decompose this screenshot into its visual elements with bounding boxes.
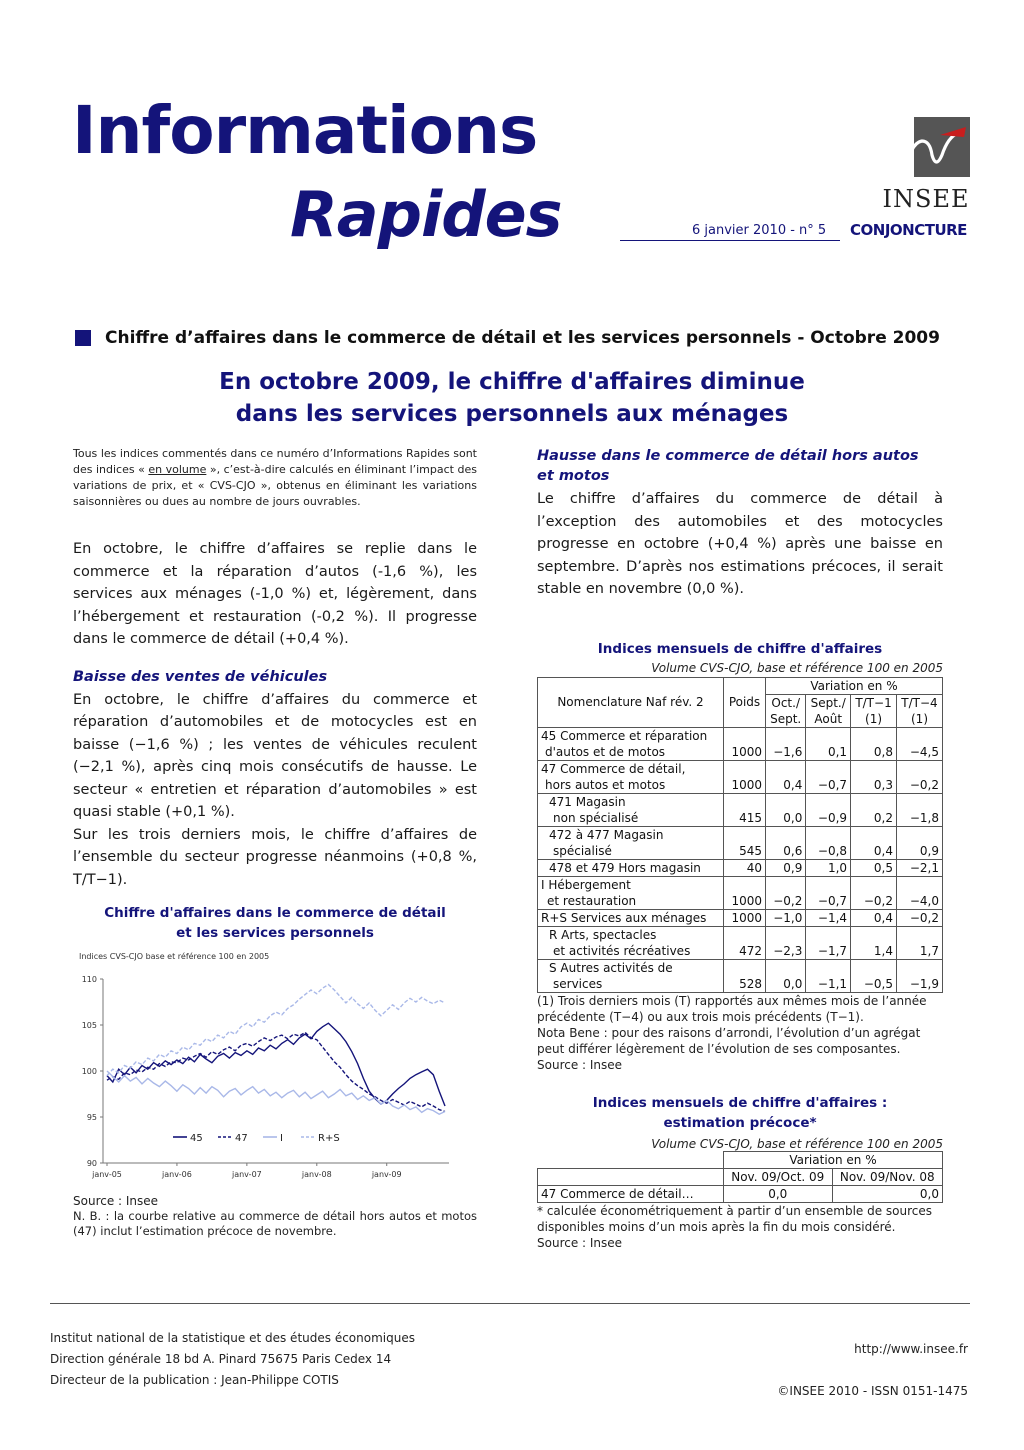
cell: 40 bbox=[724, 859, 766, 876]
cell: −0,7 bbox=[806, 876, 851, 909]
chart-y-tick-label: 95 bbox=[86, 1113, 97, 1122]
masthead-title: Informations bbox=[72, 92, 538, 169]
table1-header-row1 bbox=[538, 677, 943, 694]
headline bbox=[0, 366, 1024, 430]
table1-note-2: Nota Bene : pour des raisons d’arrondi, l’évolution d’un agrégat peut différer légèrement de l’évolution de ses composantes. bbox=[537, 1025, 921, 1056]
cell: 0,1 bbox=[806, 727, 851, 760]
square-bullet-icon bbox=[75, 330, 91, 346]
cell: −0,2 bbox=[851, 876, 897, 909]
table2-col-nov-nov: Nov. 09/Nov. 08 bbox=[832, 1168, 942, 1185]
table-early-estimate bbox=[537, 1151, 943, 1203]
footer-copyright: ©INSEE 2010 - ISSN 0151-1475 bbox=[777, 1384, 968, 1398]
cell: −1,0 bbox=[766, 909, 806, 926]
table1-note-1: (1) Trois derniers mois (T) rapportés aux mêmes mois de l’année précédente (T−4) ou aux trois mois précédents (T−1). bbox=[537, 993, 927, 1024]
row-label: 472 à 477 Magasin spécialisé bbox=[538, 826, 724, 859]
cell: −1,7 bbox=[806, 926, 851, 959]
col-sept-aout: Sept./ Août bbox=[806, 694, 851, 727]
row-label: I Hébergement et restauration bbox=[538, 876, 724, 909]
chart-x-tick-label: janv-05 bbox=[92, 1170, 122, 1179]
chart-y-tick-label: 100 bbox=[81, 1067, 97, 1076]
col-variation: Variation en % bbox=[766, 677, 943, 694]
cell: 0,4 bbox=[851, 909, 897, 926]
table-row bbox=[538, 926, 943, 959]
cell: −4,0 bbox=[897, 876, 943, 909]
table2-header-row1 bbox=[538, 1151, 943, 1168]
cell: 545 bbox=[724, 826, 766, 859]
cell: −0,5 bbox=[851, 959, 897, 992]
footer-rule bbox=[50, 1303, 970, 1304]
table1-subtitle: Volume CVS-CJO, base et référence 100 en 2005 bbox=[651, 660, 943, 675]
col-t-t4: T/T−4 (1) bbox=[897, 694, 943, 727]
chart-x-tick-label: janv-09 bbox=[371, 1170, 402, 1179]
table2-title-line2: estimation précoce* bbox=[663, 1114, 817, 1131]
chart-legend-label: 45 bbox=[190, 1133, 203, 1144]
footer-right bbox=[777, 1328, 968, 1412]
cell: −1,9 bbox=[897, 959, 943, 992]
col-poids: Poids bbox=[724, 677, 766, 727]
table2-subtitle: Volume CVS-CJO, base et référence 100 en 2005 bbox=[651, 1136, 943, 1151]
row-label: 45 Commerce et réparation d'autos et de motos bbox=[538, 727, 724, 760]
section-heading bbox=[75, 328, 940, 348]
masthead-rule bbox=[620, 240, 840, 241]
chart-title bbox=[73, 903, 477, 943]
chart-series-RS bbox=[107, 985, 445, 1076]
series-label: CONJONCTURE bbox=[850, 221, 967, 239]
cell: 1000 bbox=[724, 876, 766, 909]
table-row bbox=[538, 727, 943, 760]
table1-title: Indices mensuels de chiffre d'affaires bbox=[597, 640, 883, 657]
cell: 0,0 bbox=[832, 1185, 942, 1202]
subheading-retail-line1: Hausse dans le commerce de détail hors autos bbox=[537, 448, 919, 464]
cell: −0,7 bbox=[806, 760, 851, 793]
table2-col-nov-oct: Nov. 09/Oct. 09 bbox=[724, 1168, 833, 1185]
cell: 1,7 bbox=[897, 926, 943, 959]
footer-director: Directeur de la publication : Jean-Philippe COTIS bbox=[50, 1373, 339, 1387]
table-row bbox=[538, 959, 943, 992]
paragraph-quarter: Sur les trois derniers mois, le chiffre d’affaires de l’ensemble du secteur progresse néanmoins (+0,8 %, T/T−1). bbox=[73, 826, 477, 888]
chart-source: Source : Insee bbox=[73, 1194, 159, 1208]
chart-x-tick-label: janv-08 bbox=[301, 1170, 332, 1179]
cell: 1,4 bbox=[851, 926, 897, 959]
cell: 415 bbox=[724, 793, 766, 826]
issue-date: 6 janvier 2010 - n° 5 bbox=[692, 223, 827, 238]
row-label: S Autres activités de services bbox=[538, 959, 724, 992]
cell: −2,3 bbox=[766, 926, 806, 959]
row-label: 47 Commerce de détail… bbox=[538, 1185, 724, 1202]
cell: −0,9 bbox=[806, 793, 851, 826]
line-chart bbox=[73, 945, 477, 1185]
row-label: 47 Commerce de détail, hors autos et motos bbox=[538, 760, 724, 793]
chart-y-tick-label: 105 bbox=[81, 1021, 97, 1030]
cell: 0,6 bbox=[766, 826, 806, 859]
paragraph-vehicles: En octobre, le chiffre d’affaires du commerce et réparation d’automobiles et de motocycles est en baisse (−1,6 %) ; les ventes de véhicules reculent (−2,1 %), après cinq mois consécutifs de hausse. Le secteur « entretien et réparation d’automobiles » est quasi stable (+0,1 %). bbox=[73, 691, 477, 820]
cell: 1,0 bbox=[806, 859, 851, 876]
chart-svg bbox=[73, 945, 477, 1185]
cell: −0,8 bbox=[806, 826, 851, 859]
headline-line2: dans les services personnels aux ménages bbox=[235, 401, 789, 427]
section-title: Chiffre d’affaires dans le commerce de détail et les services personnels - Octobre 2009 bbox=[105, 328, 940, 348]
table2-title-line1: Indices mensuels de chiffre d'affaires : bbox=[592, 1094, 888, 1111]
row-label: R Arts, spectacles et activités récréatives bbox=[538, 926, 724, 959]
table-row bbox=[538, 760, 943, 793]
row-label: 471 Magasin non spécialisé bbox=[538, 793, 724, 826]
footer-url[interactable]: http://www.insee.fr bbox=[854, 1342, 968, 1356]
cell: 0,0 bbox=[766, 793, 806, 826]
col-oct-sept: Oct./ Sept. bbox=[766, 694, 806, 727]
chart-legend-label: R+S bbox=[318, 1133, 340, 1144]
table2-source: Source : Insee bbox=[537, 1235, 623, 1250]
cell: 1000 bbox=[724, 727, 766, 760]
col-nomenclature: Nomenclature Naf rév. 2 bbox=[538, 677, 724, 727]
row-label: R+S Services aux ménages bbox=[538, 909, 724, 926]
table2-title bbox=[537, 1093, 943, 1133]
table-row bbox=[538, 826, 943, 859]
cell: 0,0 bbox=[766, 959, 806, 992]
empty-cell bbox=[538, 1151, 724, 1168]
table-row bbox=[538, 909, 943, 926]
cell: 0,4 bbox=[766, 760, 806, 793]
cell: −0,2 bbox=[766, 876, 806, 909]
row-label: 478 et 479 Hors magasin bbox=[538, 859, 724, 876]
left-column bbox=[73, 446, 477, 1239]
insee-logo bbox=[880, 115, 972, 215]
cell: 0,5 bbox=[851, 859, 897, 876]
chart-legend-label: I bbox=[280, 1133, 283, 1144]
cell: −2,1 bbox=[897, 859, 943, 876]
footer-institute: Institut national de la statistique et des études économiques bbox=[50, 1331, 415, 1345]
subheading-retail bbox=[537, 446, 943, 486]
table-row bbox=[538, 1185, 943, 1202]
chart-y-tick-label: 90 bbox=[86, 1159, 97, 1168]
paragraph-retail: Le chiffre d’affaires du commerce de détail à l’exception des automobiles et des motocycles progresse en octobre (+0,4 %) après une baisse en septembre. D’après nos estimations précoces, il serait stable en novembre (0,0 %). bbox=[537, 491, 943, 597]
table-row bbox=[538, 793, 943, 826]
chart-x-tick-label: janv-07 bbox=[231, 1170, 262, 1179]
table-row bbox=[538, 859, 943, 876]
cell: −1,4 bbox=[806, 909, 851, 926]
subheading-vehicles: Baisse des ventes de véhicules bbox=[73, 668, 328, 685]
cell: 0,9 bbox=[897, 826, 943, 859]
table1-source: Source : Insee bbox=[537, 1057, 623, 1072]
intro-underlined: en volume bbox=[148, 463, 207, 476]
chart-series-47 bbox=[107, 1032, 445, 1111]
cell: 0,2 bbox=[851, 793, 897, 826]
chart-note: N. B. : la courbe relative au commerce de détail hors autos et motos (47) inclut l’estimation précoce de novembre. bbox=[73, 1209, 477, 1238]
insee-wordmark: INSEE bbox=[882, 185, 970, 213]
col-t-t1: T/T−1 (1) bbox=[851, 694, 897, 727]
cell: 0,0 bbox=[724, 1185, 833, 1202]
intro-text-part1: Tous les indices commentés dans ce numéro d’Informations Rapides sont des indices « bbox=[73, 447, 477, 476]
cell: −1,6 bbox=[766, 727, 806, 760]
table2-header-row2 bbox=[538, 1168, 943, 1185]
cell: −1,1 bbox=[806, 959, 851, 992]
cell: −1,8 bbox=[897, 793, 943, 826]
cell: 0,9 bbox=[766, 859, 806, 876]
cell: 0,3 bbox=[851, 760, 897, 793]
table-monthly-indices bbox=[537, 677, 943, 993]
cell: 0,8 bbox=[851, 727, 897, 760]
intro-text-part2: », c’est-à-dire calculés en éliminant l’impact des variations de prix, et « CVS-CJO », obtenus en éliminant les variations saisonnières ou dues au nombre de jours ouvrables. bbox=[73, 463, 477, 508]
subheading-retail-line2: et motos bbox=[537, 468, 610, 484]
cell: 1000 bbox=[724, 760, 766, 793]
empty-cell bbox=[538, 1168, 724, 1185]
footer-address bbox=[50, 1328, 415, 1391]
cell: −4,5 bbox=[897, 727, 943, 760]
table2-note: * calculée économétriquement à partir d’un ensemble de sources disponibles moins d’un mois après la fin du mois considéré. bbox=[537, 1203, 933, 1234]
headline-line1: En octobre 2009, le chiffre d'affaires diminue bbox=[219, 369, 805, 395]
paragraph-summary: En octobre, le chiffre d’affaires se replie dans le commerce et la réparation d’autos (-1,6 %), les services aux ménages (-1,0 %) et, légèrement, dans l’hébergement et restauration (-0,2 %). Il progresse dans le commerce de détail (+0,4 %). bbox=[73, 541, 477, 647]
cell: 1000 bbox=[724, 909, 766, 926]
chart-legend-label: 47 bbox=[235, 1133, 248, 1144]
intro-note bbox=[73, 446, 477, 510]
chart-axis-label: Indices CVS-CJO base et référence 100 en 2005 bbox=[79, 952, 270, 961]
chart-title-line2: et les services personnels bbox=[176, 925, 374, 941]
chart-title-line1: Chiffre d'affaires dans le commerce de détail bbox=[104, 905, 446, 921]
cell: 528 bbox=[724, 959, 766, 992]
table-row bbox=[538, 876, 943, 909]
cell: 472 bbox=[724, 926, 766, 959]
table2-col-variation: Variation en % bbox=[724, 1151, 943, 1168]
masthead-subtitle: Rapides bbox=[290, 178, 562, 251]
cell: −0,2 bbox=[897, 909, 943, 926]
chart-y-tick-label: 110 bbox=[81, 975, 97, 984]
cell: −0,2 bbox=[897, 760, 943, 793]
footer-direction: Direction générale 18 bd A. Pinard 75675 Paris Cedex 14 bbox=[50, 1352, 392, 1366]
logo-square bbox=[914, 117, 970, 177]
cell: 0,4 bbox=[851, 826, 897, 859]
right-column bbox=[537, 446, 943, 1251]
chart-x-tick-label: janv-06 bbox=[162, 1170, 192, 1179]
